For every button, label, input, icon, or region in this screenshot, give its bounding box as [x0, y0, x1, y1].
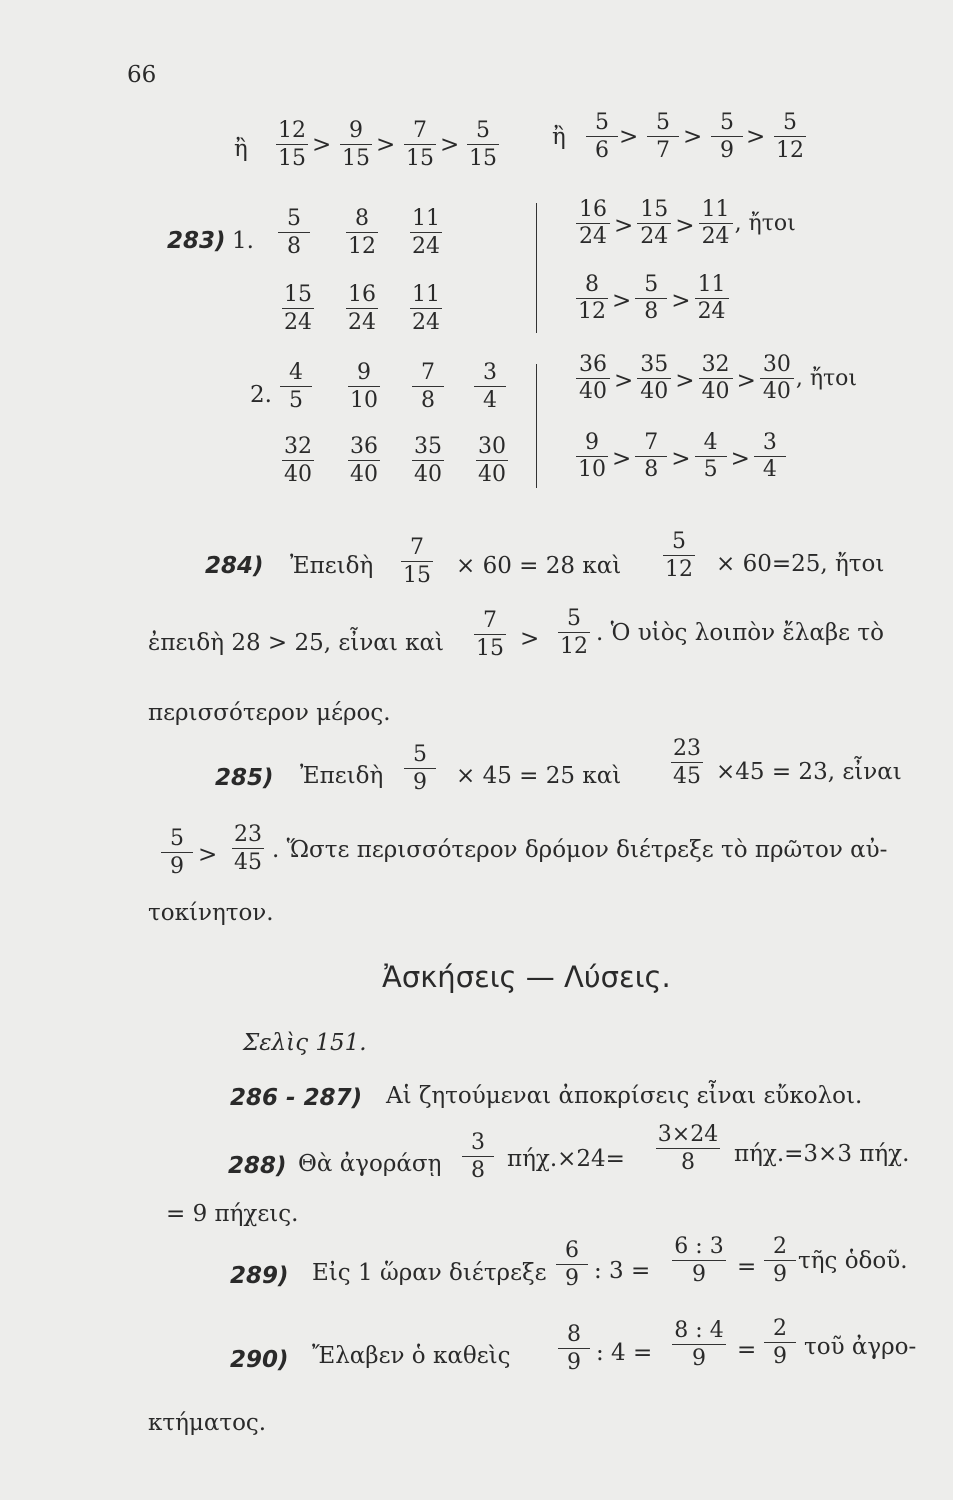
result-line [576, 272, 729, 325]
text: , ἤτοι [795, 365, 858, 391]
greater-than: > [612, 446, 632, 473]
fraction: $\frac{9}{10}$ [350, 360, 378, 414]
text: πήχ.=3×3 πήχ. [734, 1141, 910, 1167]
fraction: $\frac{12}{15}$ [278, 118, 306, 172]
fraction: $\frac{23}{45}$ [673, 736, 701, 790]
text: ×45 = 23, εἶναι [716, 759, 902, 785]
result-line [576, 197, 796, 250]
fraction: 4 5 [695, 430, 727, 483]
problem-number: 288) [228, 1153, 287, 1179]
text: Θὰ ἀγοράσῃ [298, 1151, 442, 1177]
greater-than: > [614, 213, 634, 240]
or-word: ἢ [234, 136, 248, 162]
fraction: $\frac{2}{9}$ [756, 1234, 804, 1288]
greater-than: > [675, 213, 695, 240]
fraction: $\frac{7}{15}$ [476, 608, 504, 662]
fraction: $\frac{5}{8}$ [270, 206, 318, 260]
fraction: $\frac{7}{8}$ [404, 360, 452, 414]
fraction: 5 8 [635, 272, 667, 325]
fraction: $\frac{8}{12}$ [348, 206, 376, 260]
fraction: $\frac{35}{40}$ [414, 434, 442, 488]
problem-number: 289) [230, 1263, 289, 1289]
greater-than: > [683, 124, 703, 150]
fraction: 11 24 [695, 272, 729, 325]
fraction: $\frac{3\times 24}{8}$ [657, 1122, 719, 1176]
text: Ἐπειδὴ [290, 553, 374, 579]
fraction: 9 10 [578, 430, 606, 483]
greater-than: > [614, 368, 634, 395]
page-reference: Σελὶς 151. [243, 1030, 367, 1056]
fraction: $\frac{5}{15}$ [469, 118, 497, 172]
text: . Ὁ υἱὸς λοιπὸν ἔλαβε τὸ [596, 620, 884, 646]
fraction: $\frac{5}{7}$ [639, 110, 687, 164]
problem-number: 285) [215, 765, 274, 791]
part-label: 1. [232, 228, 254, 254]
fraction: $\frac{6 : 3}{9}$ [674, 1234, 724, 1288]
brace [536, 203, 543, 333]
text: : 3 = [594, 1258, 651, 1284]
text: = 9 πήχεις. [166, 1201, 299, 1227]
fraction: 3 4 [754, 430, 786, 483]
fraction: $\frac{8}{9}$ [550, 1322, 598, 1376]
fraction: $\frac{8 : 4}{9}$ [674, 1318, 724, 1372]
fraction: $\frac{15}{24}$ [284, 282, 312, 336]
equals: = [737, 1254, 757, 1280]
problem-number: 286 - 287) [230, 1085, 363, 1111]
text: τοκίνητον. [148, 900, 274, 926]
fraction: 8 12 [578, 272, 606, 325]
fraction: $\frac{2}{9}$ [756, 1316, 804, 1370]
fraction: $\frac{5}{9}$ [153, 826, 201, 880]
result-line [576, 352, 857, 405]
text: × 45 = 25 καὶ [456, 763, 622, 789]
problem-number: 290) [230, 1347, 289, 1373]
text: × 60=25, ἤτοι [716, 551, 885, 577]
fraction: $\frac{9}{15}$ [342, 118, 370, 172]
fraction: $\frac{23}{45}$ [234, 822, 262, 876]
fraction: $\frac{5}{6}$ [578, 110, 626, 164]
text: Αἱ ζητούμεναι ἀποκρίσεις εἶναι εὔκολοι. [386, 1083, 863, 1109]
problem-number: 284) [205, 553, 264, 579]
text: Ἔλαβεν ὁ καθεὶς [312, 1343, 511, 1369]
greater-than: > [671, 288, 691, 315]
text: τῆς ὁδοῦ. [798, 1248, 908, 1274]
page-number: 66 [127, 62, 157, 88]
fraction: $\frac{11}{24}$ [412, 282, 440, 336]
text: πήχ.×24= [507, 1146, 625, 1172]
fraction: $\frac{11}{24}$ [412, 206, 440, 260]
greater-than: > [612, 288, 632, 315]
fraction: $\frac{6}{9}$ [548, 1238, 596, 1292]
fraction: $\frac{5}{12}$ [776, 110, 804, 164]
result-line [576, 430, 786, 483]
greater-than: > [746, 124, 766, 150]
fraction: $\frac{4}{5}$ [272, 360, 320, 414]
fraction: $\frac{7}{15}$ [403, 535, 431, 589]
brace [536, 364, 543, 488]
fraction: $\frac{16}{24}$ [348, 282, 376, 336]
text: Εἰς 1 ὥραν διέτρεξε [312, 1260, 547, 1286]
fraction: $\frac{5}{12}$ [560, 606, 588, 660]
fraction: $\frac{5}{12}$ [665, 529, 693, 583]
fraction: 30 40 [760, 352, 794, 405]
greater-than: > [671, 446, 691, 473]
greater-than: > [619, 124, 639, 150]
section-heading: Ἀσκήσεις — Λύσεις. [382, 960, 671, 994]
text: : 4 = [596, 1340, 653, 1366]
fraction: $\frac{36}{40}$ [350, 434, 378, 488]
greater-than: > [520, 626, 540, 652]
fraction: 15 24 [637, 197, 671, 250]
fraction: $\frac{7}{15}$ [406, 118, 434, 172]
fraction: $\frac{3}{8}$ [454, 1130, 502, 1184]
fraction: 11 24 [699, 197, 733, 250]
fraction: $\frac{5}{9}$ [396, 742, 444, 796]
fraction: $\frac{5}{9}$ [703, 110, 751, 164]
fraction: 36 40 [576, 352, 610, 405]
text: . Ὥστε περισσότερον δρόμον διέτρεξε τὸ πρῶτον αὐ- [272, 837, 888, 863]
fraction: $\frac{32}{40}$ [284, 434, 312, 488]
fraction: $\frac{3}{4}$ [466, 360, 514, 414]
problem-number: 283) [167, 228, 226, 254]
greater-than: > [675, 368, 695, 395]
greater-than: > [376, 132, 396, 158]
part-label: 2. [250, 382, 272, 408]
fraction: 16 24 [576, 197, 610, 250]
greater-than: > [198, 842, 218, 868]
text: περισσότερον μέρος. [148, 700, 391, 726]
fraction: 7 8 [635, 430, 667, 483]
greater-than: > [440, 132, 460, 158]
text: , ἤτοι [734, 210, 796, 236]
equals: = [737, 1337, 757, 1363]
text: τοῦ ἀγρο- [804, 1334, 917, 1360]
text: Ἐπειδὴ [300, 763, 384, 789]
greater-than: > [312, 132, 332, 158]
greater-than: > [736, 368, 756, 395]
greater-than: > [730, 446, 750, 473]
text: ἐπειδὴ 28 > 25, εἶναι καὶ [148, 630, 445, 656]
fraction: 32 40 [699, 352, 733, 405]
fraction: $\frac{30}{40}$ [478, 434, 506, 488]
text: × 60 = 28 καὶ [456, 553, 622, 579]
fraction: 35 40 [637, 352, 671, 405]
text: κτήματος. [148, 1410, 267, 1436]
or-word: ἢ [552, 124, 566, 150]
